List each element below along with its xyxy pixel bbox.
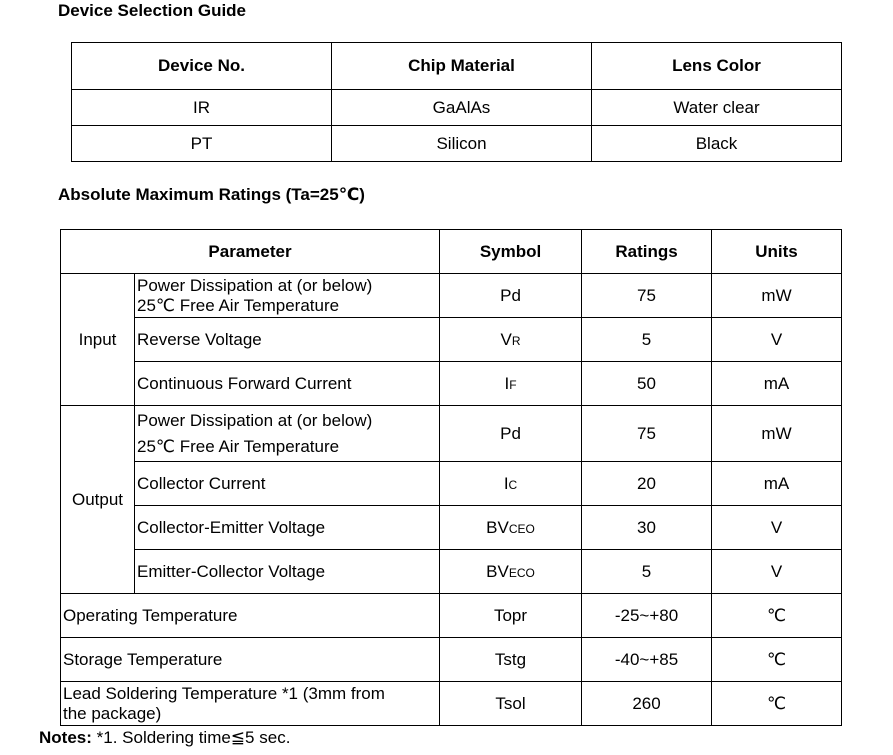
table-row — [61, 274, 842, 318]
symbol-cell — [440, 550, 582, 594]
group-output-label: Output — [61, 406, 135, 594]
rating-cell: 20 — [582, 462, 712, 506]
cell-lens-color: Water clear — [592, 90, 842, 126]
symbol-main: I — [504, 373, 510, 393]
symbol-main: V — [500, 329, 512, 349]
param-line1: Power Dissipation at (or below) — [137, 410, 373, 430]
header-device-no: Device No. — [72, 43, 332, 90]
symbol-subscript: C — [508, 477, 518, 492]
param-line1: Lead Soldering Temperature *1 (3mm from — [63, 683, 385, 703]
symbol-cell — [440, 406, 582, 462]
rating-cell: 75 — [582, 406, 712, 462]
cell-device-no: IR — [72, 90, 332, 126]
unit-cell: V — [712, 506, 842, 550]
selection-guide-title: Device Selection Guide — [58, 1, 247, 20]
cell-chip-material: GaAlAs — [332, 90, 592, 126]
rating-cell: 75 — [582, 274, 712, 318]
ratings-table — [60, 229, 842, 726]
rating-cell: 260 — [582, 682, 712, 726]
unit-cell: ℃ — [712, 638, 842, 682]
param-cell — [135, 406, 440, 462]
table-row — [61, 638, 842, 682]
symbol-cell — [440, 462, 582, 506]
device-selection-table — [71, 42, 842, 162]
header-units: Units — [712, 230, 842, 274]
symbol-cell: Topr — [440, 594, 582, 638]
symbol-cell: Tstg — [440, 638, 582, 682]
ratings-title: Absolute Maximum Ratings (Ta=25℃) — [58, 185, 365, 204]
unit-cell: V — [712, 550, 842, 594]
symbol-subscript: R — [511, 333, 521, 348]
symbol-main: I — [503, 473, 509, 493]
unit-cell: mA — [712, 462, 842, 506]
param-cell: Operating Temperature — [61, 594, 440, 638]
table-row — [61, 550, 842, 594]
table-row — [61, 406, 842, 462]
table-row — [72, 126, 842, 162]
symbol-cell — [440, 318, 582, 362]
param-line2: 25℃ Free Air Temperature — [137, 295, 340, 315]
table-row — [61, 462, 842, 506]
unit-cell: V — [712, 318, 842, 362]
symbol-cell — [440, 362, 582, 406]
symbol-subscript: ECO — [508, 565, 535, 580]
symbol-cell — [440, 506, 582, 550]
unit-cell: mW — [712, 406, 842, 462]
param-cell: Collector-Emitter Voltage — [135, 506, 440, 550]
unit-cell: ℃ — [712, 682, 842, 726]
notes-label: Notes: — [39, 728, 92, 747]
group-input-label: Input — [61, 274, 135, 406]
cell-device-no: PT — [72, 126, 332, 162]
param-cell — [135, 274, 440, 318]
rating-cell: 5 — [582, 550, 712, 594]
param-cell — [61, 682, 440, 726]
param-cell: Emitter-Collector Voltage — [135, 550, 440, 594]
param-cell: Collector Current — [135, 462, 440, 506]
notes — [39, 728, 290, 748]
header-chip-material: Chip Material — [332, 43, 592, 90]
rating-cell: 5 — [582, 318, 712, 362]
symbol-main: Pd — [500, 285, 521, 305]
unit-cell: mA — [712, 362, 842, 406]
rating-cell: -40~+85 — [582, 638, 712, 682]
symbol-main: BV — [486, 517, 509, 537]
symbol-subscript: CEO — [508, 521, 535, 536]
param-line2: the package) — [63, 703, 162, 723]
symbol-main: BV — [486, 561, 509, 581]
cell-chip-material: Silicon — [332, 126, 592, 162]
param-line2: 25℃ Free Air Temperature — [137, 436, 340, 456]
unit-cell: mW — [712, 274, 842, 318]
header-symbol: Symbol — [440, 230, 582, 274]
table-row — [61, 682, 842, 726]
param-line1: Power Dissipation at (or below) — [137, 275, 373, 295]
table-row — [61, 506, 842, 550]
unit-cell: ℃ — [712, 594, 842, 638]
rating-cell: -25~+80 — [582, 594, 712, 638]
table-row — [61, 594, 842, 638]
param-cell: Storage Temperature — [61, 638, 440, 682]
notes-text: *1. Soldering time≦5 sec. — [91, 728, 291, 747]
symbol-subscript: F — [509, 377, 517, 392]
table-row — [72, 90, 842, 126]
header-parameter: Parameter — [61, 230, 440, 274]
param-cell: Reverse Voltage — [135, 318, 440, 362]
header-ratings: Ratings — [582, 230, 712, 274]
table-row — [61, 318, 842, 362]
cell-lens-color: Black — [592, 126, 842, 162]
symbol-cell: Tsol — [440, 682, 582, 726]
header-lens-color: Lens Color — [592, 43, 842, 90]
rating-cell: 30 — [582, 506, 712, 550]
table-header-row — [61, 230, 842, 274]
param-cell: Continuous Forward Current — [135, 362, 440, 406]
symbol-cell — [440, 274, 582, 318]
rating-cell: 50 — [582, 362, 712, 406]
table-header-row — [72, 43, 842, 90]
symbol-main: Pd — [500, 423, 521, 443]
table-row — [61, 362, 842, 406]
